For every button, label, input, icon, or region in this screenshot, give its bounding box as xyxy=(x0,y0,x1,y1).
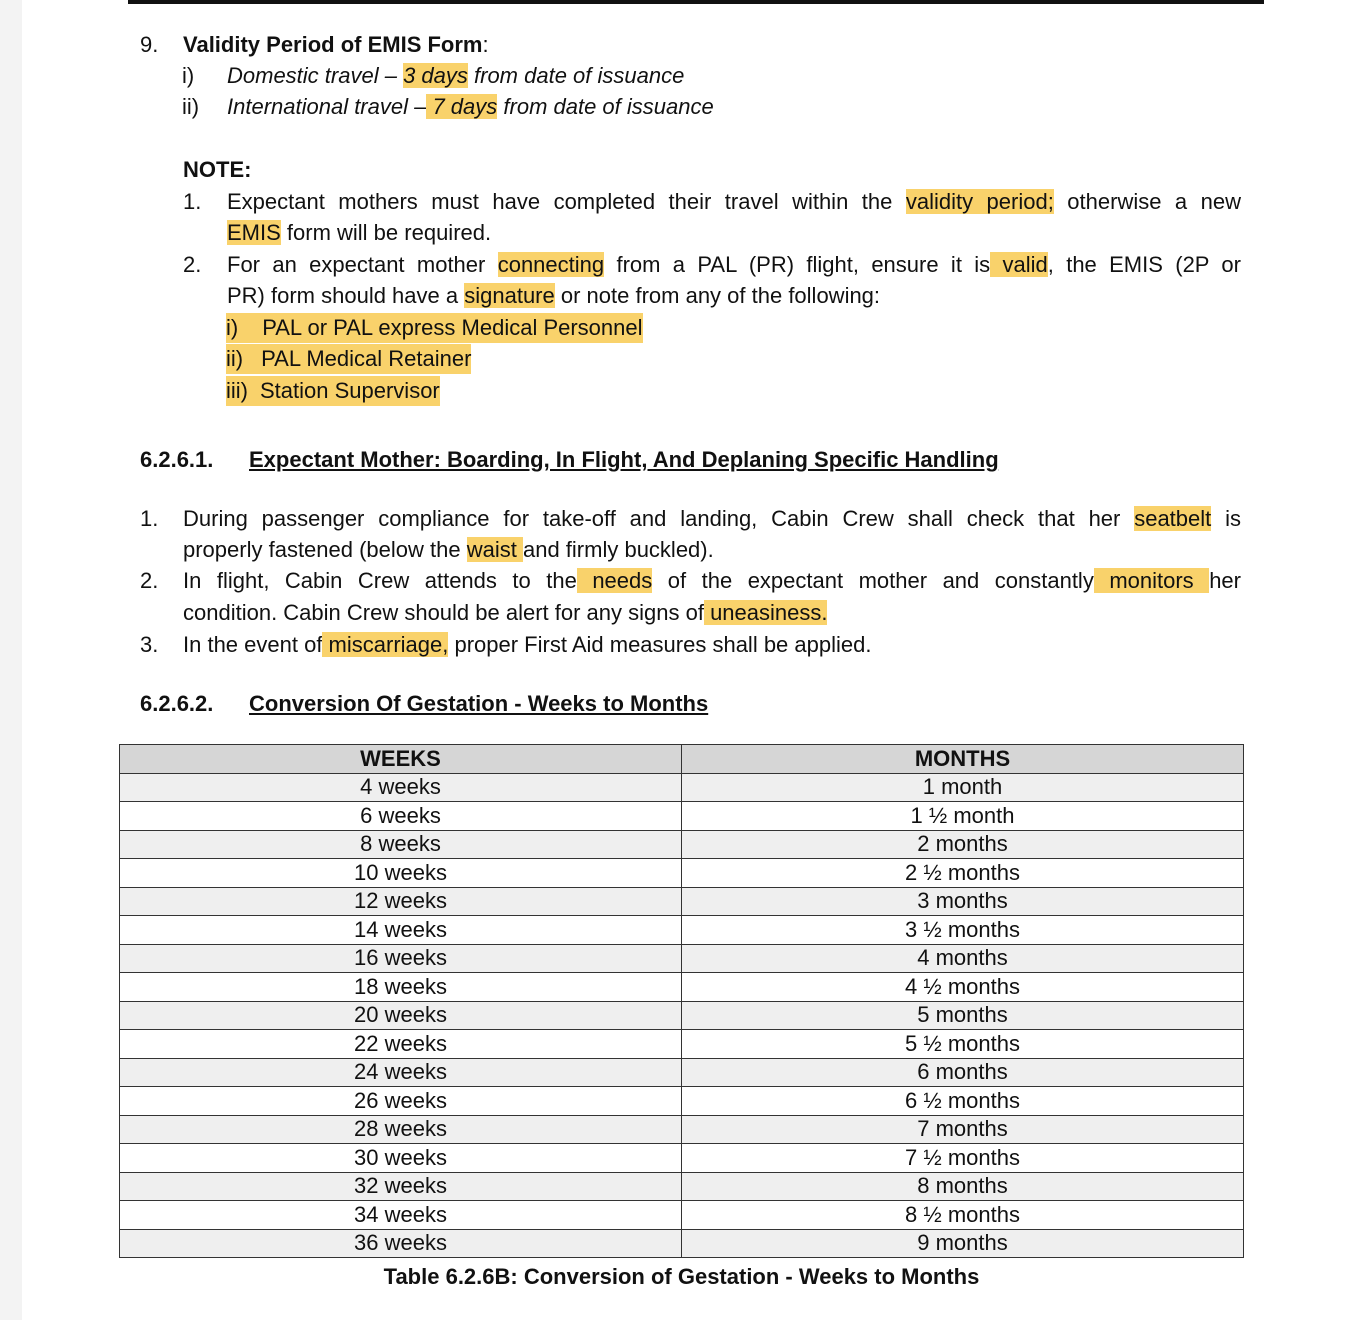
cell-months: 1 month xyxy=(682,773,1244,802)
validity-colon: : xyxy=(482,32,489,57)
handling-item-3-num: 3. xyxy=(140,632,159,657)
validity-item-highlight: 7 days xyxy=(426,94,498,119)
gestation-conversion-table xyxy=(119,744,1244,1258)
cell-months: 7 months xyxy=(682,1115,1244,1144)
handling-item-1-num: 1. xyxy=(140,506,159,531)
cell-weeks: 16 weeks xyxy=(120,944,682,973)
cell-months: 3 ½ months xyxy=(682,916,1244,945)
cell-months: 6 months xyxy=(682,1058,1244,1087)
cell-weeks: 26 weeks xyxy=(120,1087,682,1116)
table-row xyxy=(120,1229,1244,1258)
handling-item-2-line-1: In flight, Cabin Crew attends to the needs of the expectant mother and constantly monitors her xyxy=(183,568,1241,593)
cell-weeks: 22 weeks xyxy=(120,1030,682,1059)
table-body xyxy=(120,773,1244,1258)
table-row xyxy=(120,973,1244,1002)
highlight-emis: EMIS xyxy=(227,220,281,245)
cell-months: 5 ½ months xyxy=(682,1030,1244,1059)
table-header-row xyxy=(120,745,1244,774)
highlight-seatbelt: seatbelt xyxy=(1134,506,1212,531)
highlight-needs: needs xyxy=(576,568,653,593)
cell-weeks: 34 weeks xyxy=(120,1201,682,1230)
cell-months: 5 months xyxy=(682,1001,1244,1030)
cell-months: 7 ½ months xyxy=(682,1144,1244,1173)
cell-weeks: 8 weeks xyxy=(120,830,682,859)
section-6-2-6-1-title: Expectant Mother: Boarding, In Flight, And Deplaning Specific Handling xyxy=(249,447,999,472)
note-item-1-num: 1. xyxy=(183,189,202,214)
validity-item-text-end: from date of issuance xyxy=(467,63,685,88)
cell-weeks: 12 weeks xyxy=(120,887,682,916)
highlight-valid: valid xyxy=(990,252,1048,277)
cell-months: 2 months xyxy=(682,830,1244,859)
table-row xyxy=(120,887,1244,916)
table-row xyxy=(120,1172,1244,1201)
table-row xyxy=(120,1001,1244,1030)
table-row xyxy=(120,1058,1244,1087)
cell-weeks: 36 weeks xyxy=(120,1229,682,1258)
cell-weeks: 30 weeks xyxy=(120,1144,682,1173)
cell-weeks: 6 weeks xyxy=(120,802,682,831)
cell-months: 8 ½ months xyxy=(682,1201,1244,1230)
cell-months: 8 months xyxy=(682,1172,1244,1201)
note-label: NOTE: xyxy=(183,157,252,182)
validity-item-text: Domestic travel – xyxy=(227,63,404,88)
table-row xyxy=(120,859,1244,888)
validity-item-international xyxy=(182,92,714,122)
cell-weeks: 4 weeks xyxy=(120,773,682,802)
cell-months: 2 ½ months xyxy=(682,859,1244,888)
validity-item-text-end: from date of issuance xyxy=(497,94,714,119)
table-row xyxy=(120,916,1244,945)
table-row xyxy=(120,1030,1244,1059)
highlight-monitors: monitors xyxy=(1093,568,1210,593)
cell-weeks: 32 weeks xyxy=(120,1172,682,1201)
cell-weeks: 18 weeks xyxy=(120,973,682,1002)
validity-num: 9. xyxy=(140,32,159,57)
handling-item-1-line-2: properly fastened (below the waist and firmly buckled). xyxy=(183,537,714,562)
highlight-waist: waist xyxy=(466,537,523,562)
column-header-weeks: WEEKS xyxy=(120,745,682,774)
table-row xyxy=(120,1115,1244,1144)
validity-item-num: ii) xyxy=(182,94,200,119)
handling-item-1-line-1: During passenger compliance for take-off and landing, Cabin Crew shall check that her seatbelt is xyxy=(183,506,1241,531)
highlight-uneasiness: uneasiness. xyxy=(703,600,828,625)
validity-item-num: i) xyxy=(182,63,195,88)
cell-months: 3 months xyxy=(682,887,1244,916)
table-row xyxy=(120,1201,1244,1230)
table-row xyxy=(120,944,1244,973)
table-row xyxy=(120,1087,1244,1116)
validity-item-domestic xyxy=(182,61,685,91)
handling-item-3-line: In the event of miscarriage, proper First Aid measures shall be applied. xyxy=(183,632,872,657)
highlight-signature: signature xyxy=(464,283,555,308)
cell-months: 4 ½ months xyxy=(682,973,1244,1002)
note-item-1-line-1: Expectant mothers must have completed their travel within the validity period; otherwise a new xyxy=(227,189,1241,214)
table-row xyxy=(120,802,1244,831)
highlight-connecting: connecting xyxy=(497,252,605,277)
table-row xyxy=(120,773,1244,802)
cell-weeks: 24 weeks xyxy=(120,1058,682,1087)
document-page xyxy=(22,0,1360,1320)
validity-title: Validity Period of EMIS Form xyxy=(183,32,483,57)
cell-months: 4 months xyxy=(682,944,1244,973)
cell-weeks: 14 weeks xyxy=(120,916,682,945)
top-border-line xyxy=(128,0,1264,4)
note-sub-item-2: ii) PAL Medical Retainer xyxy=(226,344,471,374)
cell-months: 9 months xyxy=(682,1229,1244,1258)
cell-weeks: 20 weeks xyxy=(120,1001,682,1030)
section-6-2-6-1-num: 6.2.6.1. xyxy=(140,447,214,472)
note-sub-item-3: iii) Station Supervisor xyxy=(226,376,440,406)
cell-weeks: 28 weeks xyxy=(120,1115,682,1144)
validity-item-text: International travel – xyxy=(227,94,427,119)
table-caption: Table 6.2.6B: Conversion of Gestation - Weeks to Months xyxy=(383,1264,980,1289)
note-item-2-line-2: PR) form should have a signature or note from any of the following: xyxy=(227,283,881,308)
cell-months: 6 ½ months xyxy=(682,1087,1244,1116)
highlight-miscarriage: miscarriage, xyxy=(322,632,449,657)
cell-months: 1 ½ month xyxy=(682,802,1244,831)
section-6-2-6-2-num: 6.2.6.2. xyxy=(140,691,214,716)
handling-item-2-line-2: condition. Cabin Crew should be alert for any signs of uneasiness. xyxy=(183,600,828,625)
validity-heading xyxy=(140,30,489,60)
handling-item-2-num: 2. xyxy=(140,568,159,593)
section-6-2-6-2-title: Conversion Of Gestation - Weeks to Months xyxy=(249,691,709,716)
table-row xyxy=(120,830,1244,859)
column-header-months: MONTHS xyxy=(682,745,1244,774)
cell-weeks: 10 weeks xyxy=(120,859,682,888)
highlight-validity-period: validity period; xyxy=(905,189,1054,214)
note-sub-item-1: i) PAL or PAL express Medical Personnel xyxy=(226,313,643,343)
validity-item-highlight: 3 days xyxy=(403,63,468,88)
table-row xyxy=(120,1144,1244,1173)
note-item-2-num: 2. xyxy=(183,252,202,277)
note-item-1-line-2: EMIS form will be required. xyxy=(227,220,492,245)
note-item-2-line-1: For an expectant mother connecting from a PAL (PR) flight, ensure it is valid, the EMIS (2P or xyxy=(227,252,1241,277)
